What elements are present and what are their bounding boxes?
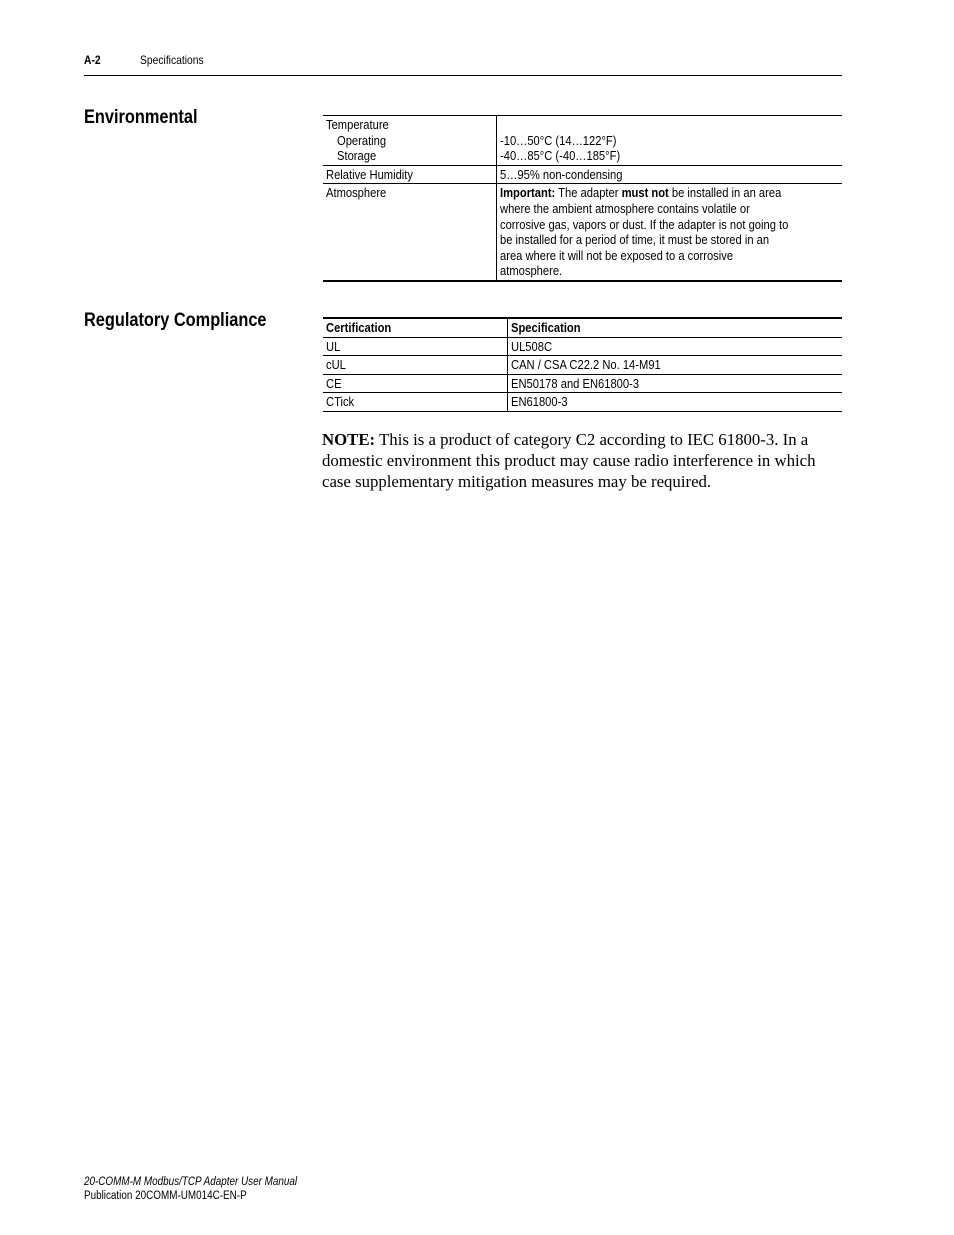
certification-header-text: Certification [326, 320, 392, 335]
humidity-value: 5…95% non-condensing [500, 166, 623, 182]
regulatory-table [323, 317, 842, 412]
note-label: NOTE: [322, 430, 376, 449]
atmosphere-label: Atmosphere [326, 185, 387, 201]
environmental-heading: Environmental [84, 107, 198, 128]
table-row [323, 356, 842, 375]
note-text: This is a product of category C2 according to IEC 61800-3. In a domestic environment this product may cause radio interference in which case supplementary mitigation measures may be required. [322, 430, 816, 491]
temperature-value-cell [497, 116, 843, 166]
table-row [323, 393, 842, 412]
publication-number: Publication 20COMM-UM014C-EN-P [84, 1190, 247, 1202]
operating-value: -10…50°C (14…122°F) [500, 132, 617, 148]
table-row [323, 374, 842, 393]
chapter-title: Specifications [140, 53, 204, 67]
storage-value: -40…85°C (-40…185°F) [500, 148, 621, 164]
note-paragraph [322, 429, 842, 492]
specification-value: EN50178 and EN61800-3 [511, 375, 640, 391]
specification-cell [508, 356, 843, 375]
humidity-label-cell [323, 165, 497, 184]
specification-cell [508, 393, 843, 412]
certification-value: UL [326, 338, 341, 354]
atmosphere-text-part: The adapter [555, 185, 622, 201]
specification-cell [508, 337, 843, 356]
specification-value: UL508C [511, 338, 553, 354]
operating-label: Operating [337, 132, 387, 148]
environmental-table [323, 115, 842, 282]
page-header [84, 52, 842, 76]
specification-header [508, 318, 843, 337]
atmosphere-label-cell [323, 184, 497, 281]
humidity-value-cell [497, 165, 843, 184]
storage-label: Storage [337, 148, 377, 164]
atmosphere-value-cell [497, 184, 843, 281]
certification-cell [323, 374, 508, 393]
certification-value: CE [326, 375, 342, 391]
specification-value: EN61800-3 [511, 394, 568, 410]
table-header-row [323, 318, 842, 337]
table-row [323, 184, 842, 281]
specification-cell [508, 374, 843, 393]
certification-cell [323, 356, 508, 375]
certification-value: cUL [326, 357, 346, 373]
page-footer [84, 1175, 332, 1203]
atmosphere-text-part: be installed in an area where the ambient atmosphere contains volatile or corrosive gas, vapors or dust. If the adapter is not going to be installed for a period of time, it must be stored in an area where it will not be exposed to a corrosive atmosphere. [500, 185, 789, 279]
certification-header [323, 318, 508, 337]
temperature-label: Temperature [326, 117, 389, 132]
manual-title: 20-COMM-M Modbus/TCP Adapter User Manual [84, 1176, 298, 1188]
certification-value: CTick [326, 394, 355, 410]
important-label: Important: [500, 185, 556, 201]
regulatory-heading: Regulatory Compliance [84, 310, 267, 331]
table-row [323, 165, 842, 184]
table-row [323, 116, 842, 166]
must-not-emphasis: must not [621, 185, 669, 201]
page-number: A-2 [84, 53, 101, 67]
temperature-label-cell [323, 116, 497, 166]
specification-header-text: Specification [511, 320, 581, 335]
certification-cell [323, 337, 508, 356]
table-row [323, 337, 842, 356]
certification-cell [323, 393, 508, 412]
humidity-label: Relative Humidity [326, 166, 413, 182]
specification-value: CAN / CSA C22.2 No. 14-M91 [511, 357, 661, 373]
atmosphere-text [500, 185, 792, 279]
